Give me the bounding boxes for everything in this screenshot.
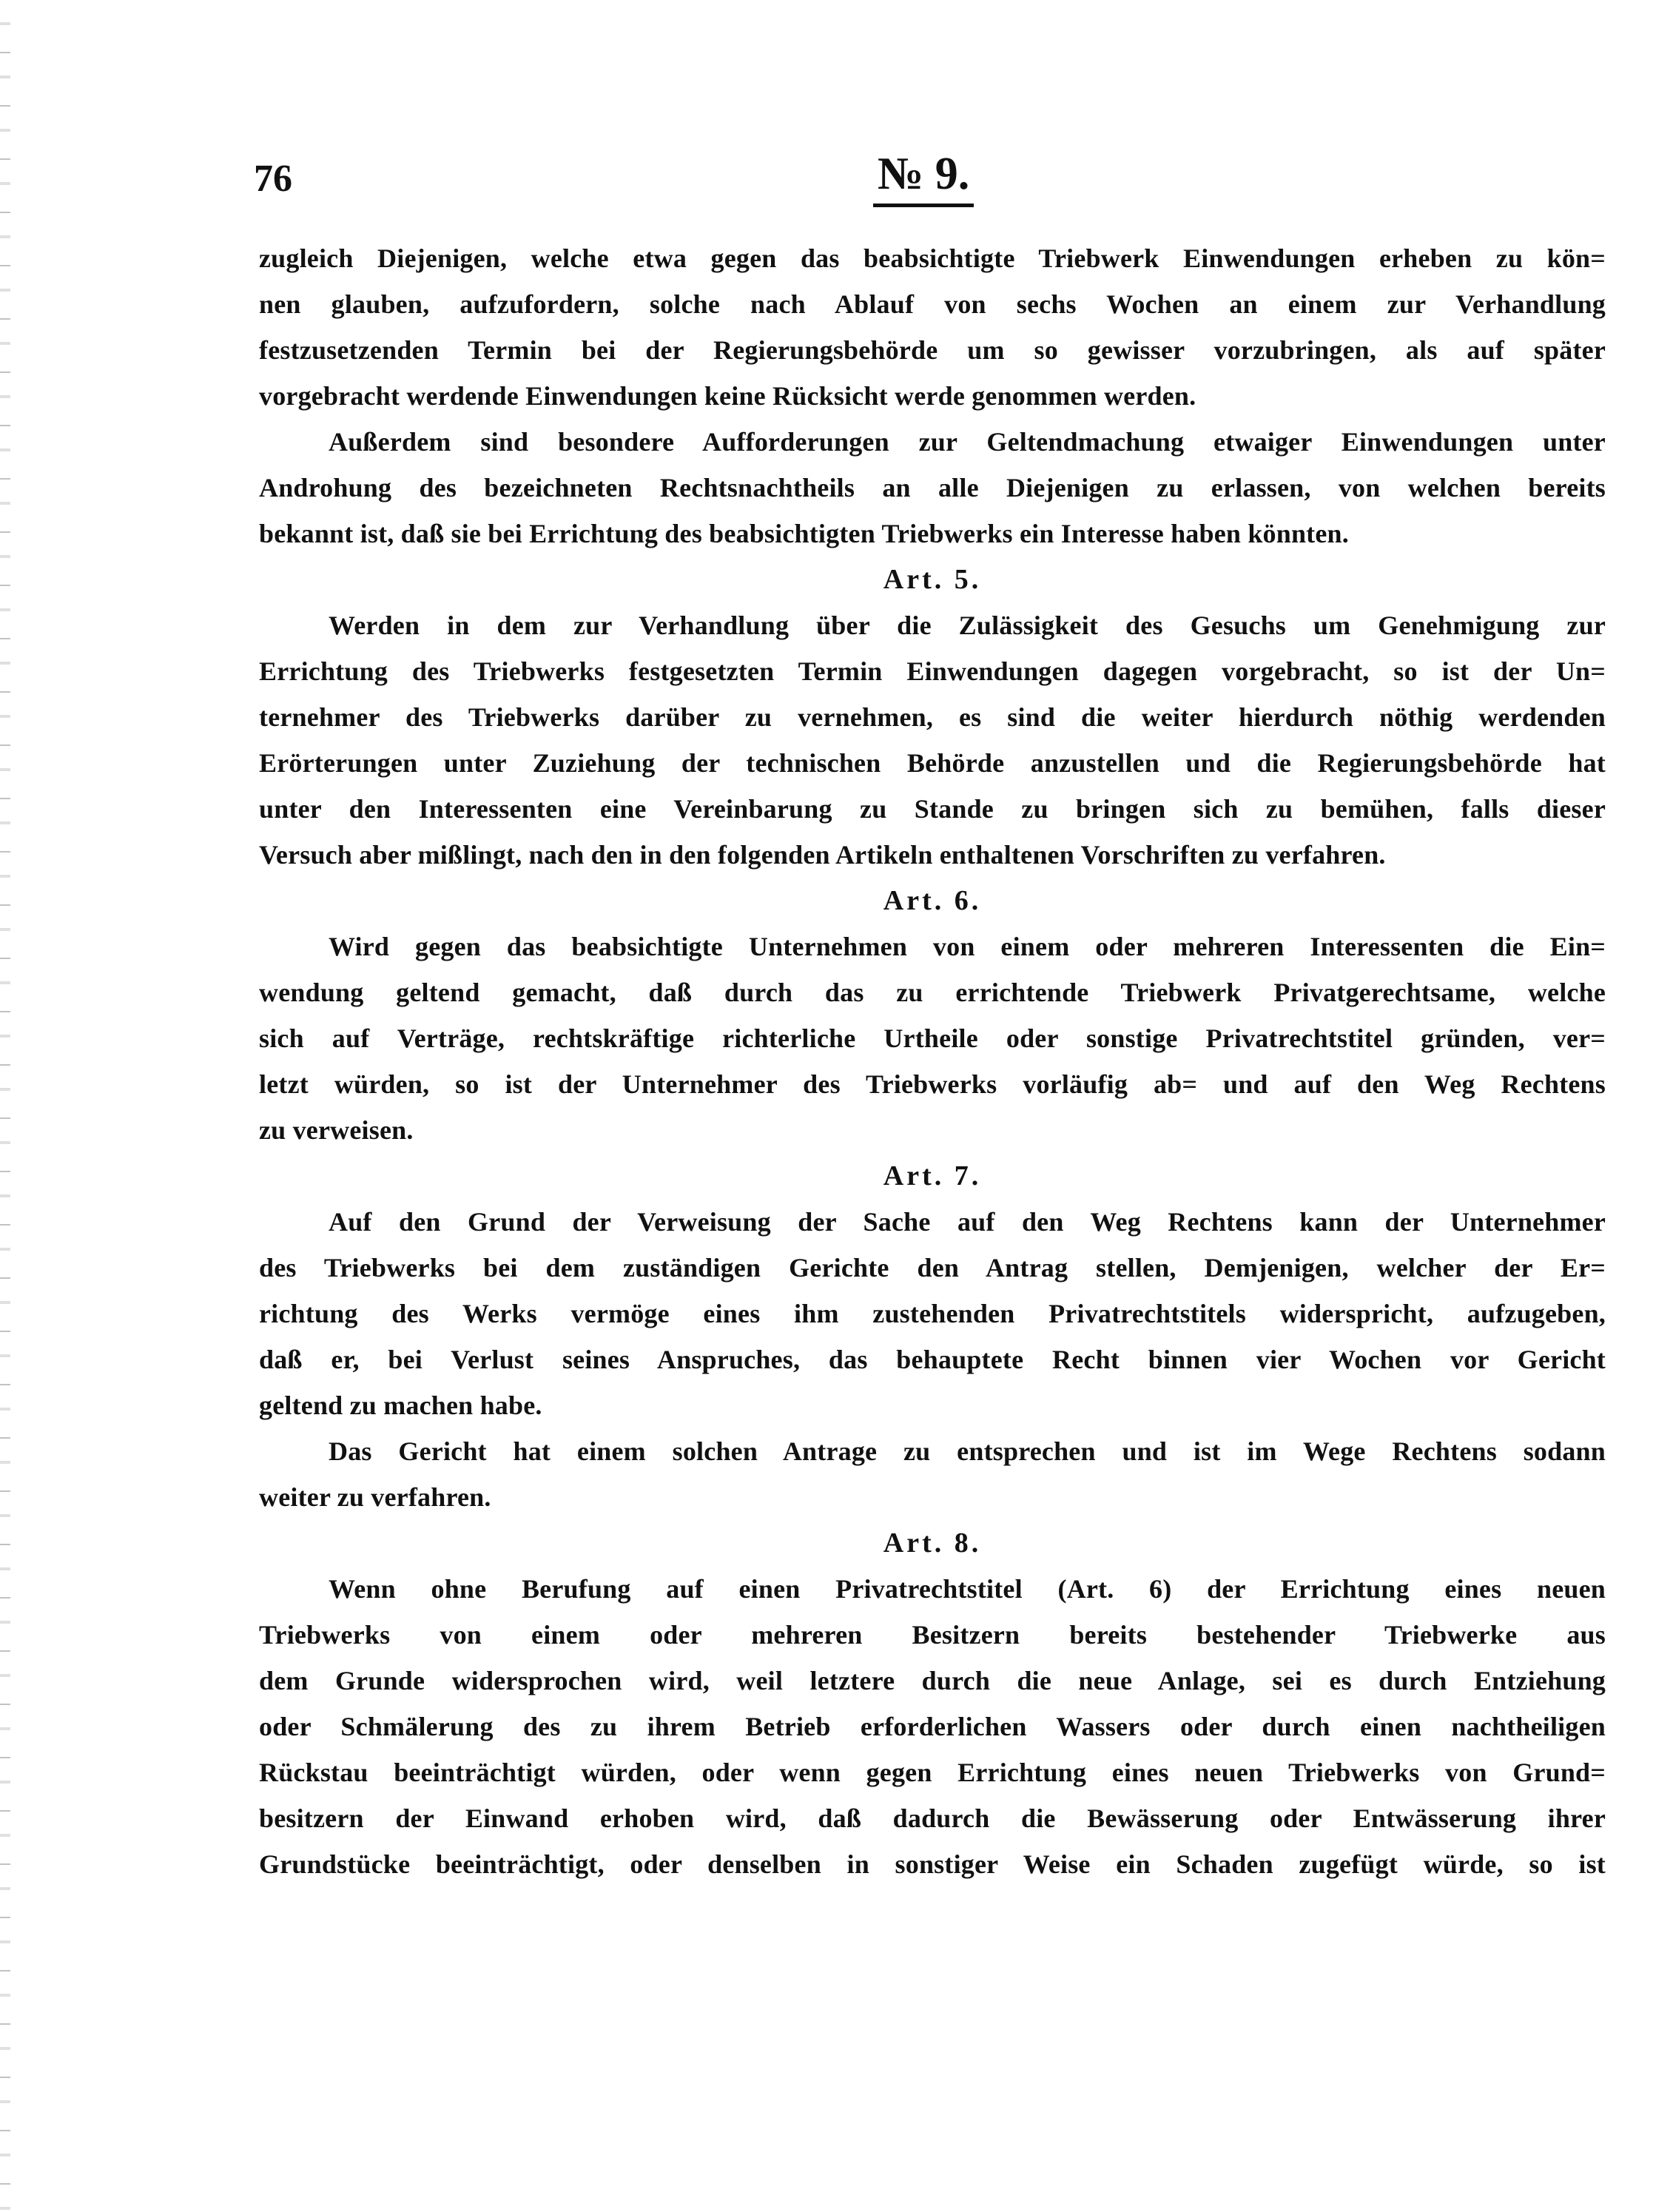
text-line: geltend zu machen habe.: [259, 1391, 542, 1420]
text-line: zu verweisen.: [259, 1115, 414, 1145]
text-line: dem Grunde widersprochen wird, weil letztere durch die neue Anlage, sei es durch Entziehung: [259, 1666, 1606, 1695]
text-line: Errichtung des Triebwerks festgesetzten Termin Einwendungen dagegen vorgebracht, so ist der Un=: [259, 656, 1606, 686]
issue-number: № 9.: [873, 148, 974, 207]
text-line: des Triebwerks bei dem zuständigen Gerichte den Antrag stellen, Demjenigen, welcher der Er=: [259, 1253, 1606, 1283]
text-line: Das Gericht hat einem solchen Antrage zu entsprechen und ist im Wege Rechtens sodann: [329, 1436, 1606, 1466]
text-line: Rückstau beeinträchtigt würden, oder wenn gegen Errichtung eines neuen Triebwerks von Grund=: [259, 1758, 1606, 1787]
article-heading: Art. 6.: [883, 885, 982, 916]
article-heading: Art. 8.: [883, 1527, 982, 1559]
text-line: sich auf Verträge, rechtskräftige richterliche Urtheile oder sonstige Privatrechtstitel gründen, ver=: [259, 1023, 1606, 1053]
scan-edge: [0, 0, 10, 2212]
text-line: Androhung des bezeichneten Rechtsnachtheils an alle Diejenigen zu erlassen, von welchen bereits: [259, 473, 1606, 502]
text-line: wendung geltend gemacht, daß durch das zu errichtende Triebwerk Privatgerechtsame, welche: [259, 978, 1606, 1007]
document-body: [259, 235, 1606, 1887]
text-line: Auf den Grund der Verweisung der Sache auf den Weg Rechtens kann der Unternehmer: [329, 1207, 1606, 1237]
text-line: Werden in dem zur Verhandlung über die Zulässigkeit des Gesuchs um Genehmigung zur: [329, 611, 1606, 640]
text-line: Wenn ohne Berufung auf einen Privatrechtstitel (Art. 6) der Errichtung eines neuen: [329, 1574, 1606, 1604]
text-line: Versuch aber mißlingt, nach den in den folgenden Artikeln enthaltenen Vorschriften zu verfahren.: [259, 840, 1386, 870]
text-line: besitzern der Einwand erhoben wird, daß dadurch die Bewässerung oder Entwässerung ihrer: [259, 1803, 1606, 1833]
text-line: Außerdem sind besondere Aufforderungen zur Geltendmachung etwaiger Einwendungen unter: [329, 427, 1606, 457]
text-line: bekannt ist, daß sie bei Errichtung des beabsichtigten Triebwerks ein Interesse haben könnten.: [259, 519, 1349, 548]
page-number: 76: [254, 158, 292, 200]
text-line: Triebwerks von einem oder mehreren Besitzern bereits bestehender Triebwerke aus: [259, 1620, 1606, 1650]
text-line: vorgebracht werdende Einwendungen keine Rücksicht werde genommen werden.: [259, 381, 1196, 411]
text-line: Grundstücke beeinträchtigt, oder denselben in sonstiger Weise ein Schaden zugefügt würde, so ist: [259, 1849, 1606, 1879]
text-line: richtung des Werks vermöge eines ihm zustehenden Privatrechtstitels widerspricht, aufzugeben,: [259, 1299, 1606, 1328]
text-line: nen glauben, aufzufordern, solche nach Ablauf von sechs Wochen an einem zur Verhandlung: [259, 289, 1606, 319]
text-line: unter den Interessenten eine Vereinbarung zu Stande zu bringen sich zu bemühen, falls dieser: [259, 794, 1606, 824]
text-line: Erörterungen unter Zuziehung der technischen Behörde anzustellen und die Regierungsbehörde hat: [259, 748, 1606, 778]
text-line: zugleich Diejenigen, welche etwa gegen das beabsichtigte Triebwerk Einwendungen erheben zu kön=: [259, 243, 1606, 273]
text-line: daß er, bei Verlust seines Anspruches, das behauptete Recht binnen vier Wochen vor Gericht: [259, 1345, 1606, 1374]
text-line: weiter zu verfahren.: [259, 1482, 491, 1512]
text-line: Wird gegen das beabsichtigte Unternehmen von einem oder mehreren Interessenten die Ein=: [329, 932, 1606, 961]
text-line: festzusetzenden Termin bei der Regierungsbehörde um so gewisser vorzubringen, als auf später: [259, 335, 1606, 365]
article-heading: Art. 7.: [883, 1160, 982, 1191]
text-line: letzt würden, so ist der Unternehmer des Triebwerks vorläufig ab= und auf den Weg Rechtens: [259, 1069, 1606, 1099]
text-line: oder Schmälerung des zu ihrem Betrieb erforderlichen Wassers oder durch einen nachtheiligen: [259, 1712, 1606, 1741]
text-line: ternehmer des Triebwerks darüber zu vernehmen, es sind die weiter hierdurch nöthig werdenden: [259, 702, 1606, 732]
article-heading: Art. 5.: [883, 564, 982, 595]
